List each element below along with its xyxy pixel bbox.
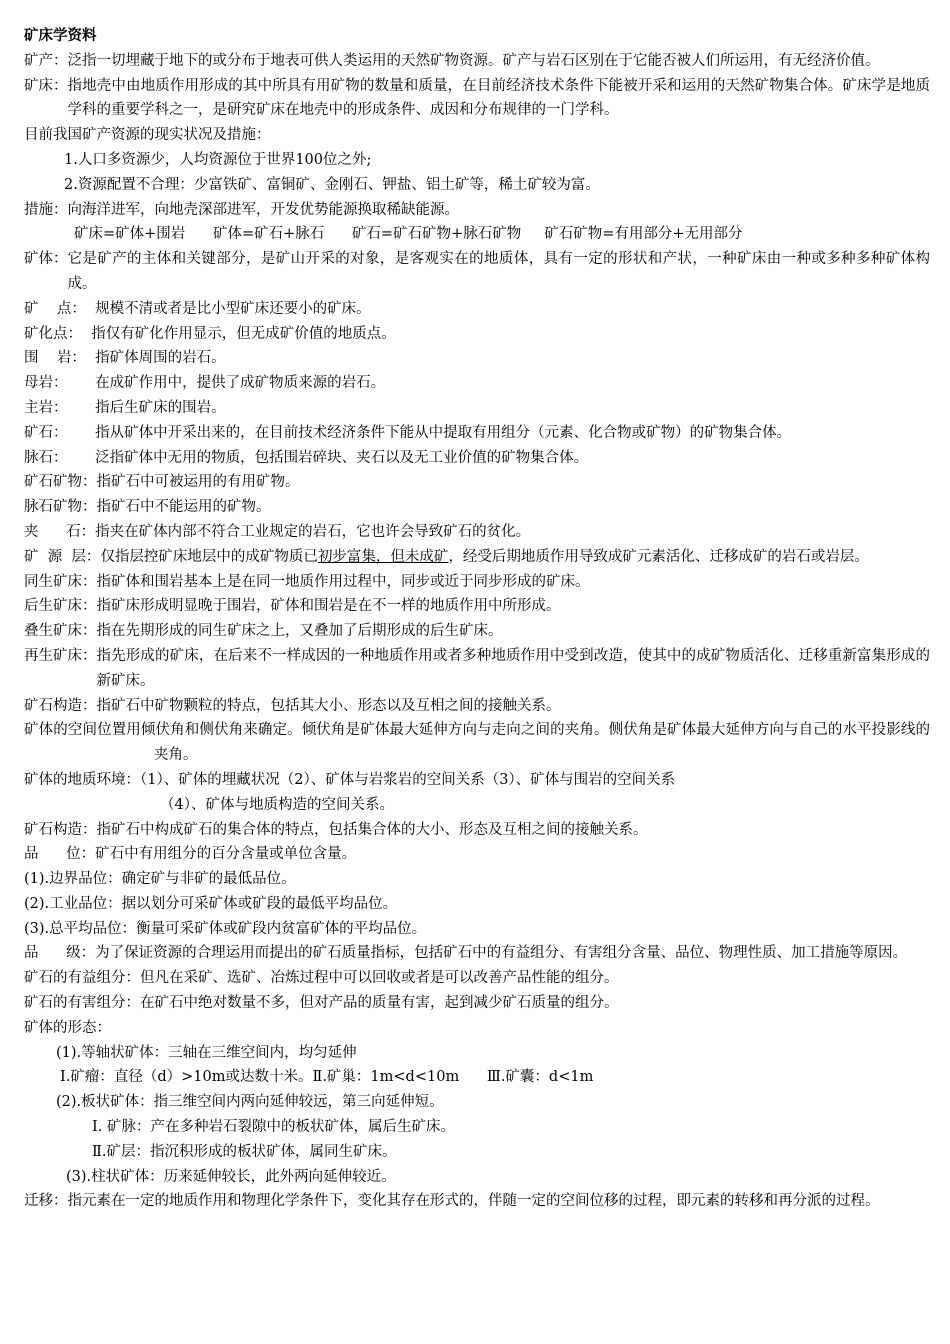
definition-source-rock [24, 371, 930, 396]
term-label: 同生矿床： [24, 573, 97, 590]
definition-ore-deposit [24, 74, 930, 124]
term-label: 迁移： [24, 1193, 68, 1210]
document-title: 矿床学资料 [24, 28, 97, 44]
term-definition [100, 545, 930, 570]
term-label: 矿石构造： [24, 697, 97, 714]
term-definition: 指矿石中矿物颗粒的特点，包括其大小、形态以及互相之间的接触关系。 [96, 697, 561, 714]
status-heading: 目前我国矿产资源的现实状况及措施： [24, 127, 271, 144]
term-definition: 指矿石中不能运用的矿物。 [96, 499, 271, 516]
term-label: 母岩： [24, 375, 96, 392]
term-definition: 矿石中有用组分的百分含量或单位含量。 [95, 846, 357, 863]
term-label: 矿石： [24, 424, 96, 441]
term-definition: 倾伏角是矿体最大延伸方向与走向之间的夹角。侧伏角是矿体最大延伸方向与自己的水平投影线的夹角。 [154, 722, 931, 764]
term-definition: 在成矿作用中，提供了成矿物质来源的岩石。 [95, 375, 386, 392]
definition-migration [24, 1189, 930, 1214]
definition-ore-mineral [24, 470, 930, 495]
component-line: 矿石的有害组分：在矿石中绝对数量不多，但对产品的质量有害，起到减少矿石质量的组分。 [24, 995, 619, 1012]
morphology-item: (3).柱状矿体：历来延伸较长，此外两向延伸较近。 [66, 1168, 396, 1185]
definition-grade [24, 842, 930, 867]
definition-mineral-resource [24, 49, 930, 74]
definition-host-rock [24, 396, 930, 421]
term-label: 矿石构造： [24, 821, 97, 838]
term-definition: 指矿石中构成矿石的集合体的特点，包括集合体的大小、形态及互相之间的接触关系。 [96, 821, 648, 838]
term-label: 措施： [24, 201, 68, 218]
formula-line: 矿床=矿体+围岩 矿体=矿石+脉石 矿石=矿石矿物+脉石矿物 矿石矿物=有用部分+无用部分 [74, 226, 743, 243]
term-definition: 指在先期形成的同生矿床之上，又叠加了后期形成的后生矿床。 [96, 623, 503, 640]
definition-interlayer [24, 520, 930, 545]
definition-measures [24, 198, 930, 223]
environment-line: 矿体的地质环境：（1）、矿体的埋藏状况（2）、矿体与岩浆岩的空间关系（3）、矿体与围岩的空间关系 [24, 771, 676, 788]
underlined-text: 初步富集，但未成矿 [317, 548, 449, 565]
term-definition: 指地壳中由地质作用形成的其中所具有用矿物的数量和质量，在目前经济技术条件下能被开采和运用的天然矿物集合体。矿床学是地质学科的重要学科之一，是研究矿床在地壳中的形成条件、成因和分布规律的一门学科。 [67, 77, 930, 119]
definition-orebody-position [24, 718, 930, 768]
term-label: 矿产： [24, 52, 68, 69]
term-label: 矿体的空间位置用倾伏角和侧伏角来确定。 [24, 722, 302, 739]
definition-mineralization-spot [24, 322, 930, 347]
term-definition: 规模不清或者是比小型矿床还要小的矿床。 [95, 300, 371, 317]
definition-text: 仅指层控矿床地层中的成矿物质已 [100, 548, 318, 565]
morphology-item: (2).板状矿体：指三维空间内两向延伸较远，第三向延伸短。 [56, 1094, 444, 1111]
term-label: 品 级： [24, 945, 96, 962]
term-label: 夹 石： [24, 523, 96, 540]
term-definition: 指矿石中可被运用的有用矿物。 [96, 474, 300, 491]
definition-gangue-mineral [24, 495, 930, 520]
term-definition: 指仅有矿化作用显示，但无成矿价值的地质点。 [91, 325, 396, 342]
term-definition: 指夹在矿体内部不符合工业规定的岩石，它也许会导致矿石的贫化。 [95, 523, 531, 540]
definition-epigenetic-deposit [24, 594, 930, 619]
term-definition: 指矿体和围岩基本上是在同一地质作用过程中，同步或近于同步形成的矿床。 [96, 573, 590, 590]
term-label: 矿体： [24, 251, 68, 268]
term-definition: 为了保证资源的合理运用而提出的矿石质量指标，包括矿石中的有益组分、有害组分含量、品位、物理性质、加工措施等原因。 [95, 945, 908, 962]
term-label: 围 岩： [24, 350, 96, 367]
term-definition: 向海洋进军，向地壳深部进军，开发优势能源换取稀缺能源。 [67, 201, 459, 218]
term-label: 矿 源 层： [24, 548, 101, 565]
term-definition: 指元素在一定的地质作用和物理化学条件下，变化其存在形式的，伴随一定的空间位移的过程，即元素的转移和再分派的过程。 [67, 1193, 880, 1210]
definition-syngenetic-deposit [24, 570, 930, 595]
term-label: 主岩： [24, 399, 96, 416]
morphology-subitem: Ⅰ.矿瘤：直径（d）>10m或达数十米。Ⅱ.矿巢：1m<d<10m Ⅲ.矿囊：d<1m [60, 1069, 594, 1086]
grade-item: (2).工业品位：据以划分可采矿体或矿段的最低平均品位。 [24, 895, 398, 912]
environment-line: （4）、矿体与地质构造的空间关系。 [160, 796, 394, 813]
term-label: 脉石： [24, 449, 96, 466]
morphology-subitem: Ⅱ.矿层：指沉积形成的板状矿体，属同生矿床。 [92, 1143, 397, 1160]
definition-orebody [24, 247, 930, 297]
definition-text: ，经受后期地质作用导致成矿元素活化、迁移成矿的岩石或岩层。 [448, 548, 869, 565]
term-definition: 指从矿体中开采出来的，在目前技术经济条件下能从中提取有用组分（元素、化合物或矿物）的矿物集合体。 [95, 424, 792, 441]
term-label: 矿化点： [24, 325, 92, 342]
definition-regenerated-deposit [24, 644, 930, 694]
term-definition: 指先形成的矿床，在后来不一样成因的一种地质作用或者多种地质作用中受到改造，使其中的成矿物质活化、迁移重新富集形成的新矿床。 [96, 647, 930, 689]
term-definition: 指后生矿床的围岩。 [95, 399, 226, 416]
morphology-subitem: Ⅰ. 矿脉：产在多种岩石裂隙中的板状矿体，属后生矿床。 [92, 1119, 455, 1136]
term-definition: 泛指矿体中无用的物质，包括围岩碎块、夹石以及无工业价值的矿物集合体。 [95, 449, 589, 466]
definition-ore [24, 421, 930, 446]
term-label: 矿床： [24, 77, 68, 94]
definition-ore-structure [24, 818, 930, 843]
status-item: 2.资源配置不合理：少富铁矿、富铜矿、金刚石、钾盐、铝土矿等，稀土矿较为富。 [64, 176, 600, 193]
definition-source-bed [24, 545, 930, 570]
definition-wall-rock [24, 346, 930, 371]
term-definition: 指矿床形成明显晚于围岩，矿体和围岩是在不一样的地质作用中所形成。 [96, 598, 561, 615]
status-item: 1.人口多资源少，人均资源位于世界100位之外; [64, 151, 372, 168]
definition-superimposed-deposit [24, 619, 930, 644]
component-line: 矿石的有益组分：但凡在采矿、选矿、冶炼过程中可以回收或者是可以改善产品性能的组分。 [24, 970, 619, 987]
term-definition: 它是矿产的主体和关键部分，是矿山开采的对象，是客观实在的地质体，具有一定的形状和产状，一种矿床由一种或多种多种矿体构成。 [67, 251, 930, 292]
term-label: 脉石矿物： [24, 499, 97, 516]
term-label: 矿石矿物： [24, 474, 97, 491]
morphology-item: (1).等轴状矿体：三轴在三维空间内，均匀延伸 [56, 1044, 357, 1061]
term-label: 叠生矿床： [24, 623, 97, 640]
term-label: 再生矿床： [24, 647, 97, 664]
term-definition: 泛指一切埋藏于地下的或分布于地表可供人类运用的天然矿物资源。矿产与岩石区别在于它能否被人们所运用，有无经济价值。 [67, 52, 880, 69]
definition-grade-class [24, 941, 930, 966]
term-definition: 指矿体周围的岩石。 [95, 350, 226, 367]
term-label: 品 位： [24, 846, 96, 863]
definition-ore-texture [24, 694, 930, 719]
document-page [24, 24, 930, 1214]
term-label: 矿 点： [24, 300, 96, 317]
definition-gangue [24, 446, 930, 471]
term-label: 后生矿床： [24, 598, 97, 615]
definition-ore-spot [24, 297, 930, 322]
grade-item: (3).总平均品位：衡量可采矿体或矿段内贫富矿体的平均品位。 [24, 920, 427, 937]
grade-item: (1).边界品位：确定矿与非矿的最低品位。 [24, 871, 296, 888]
morphology-heading: 矿体的形态： [24, 1019, 111, 1036]
